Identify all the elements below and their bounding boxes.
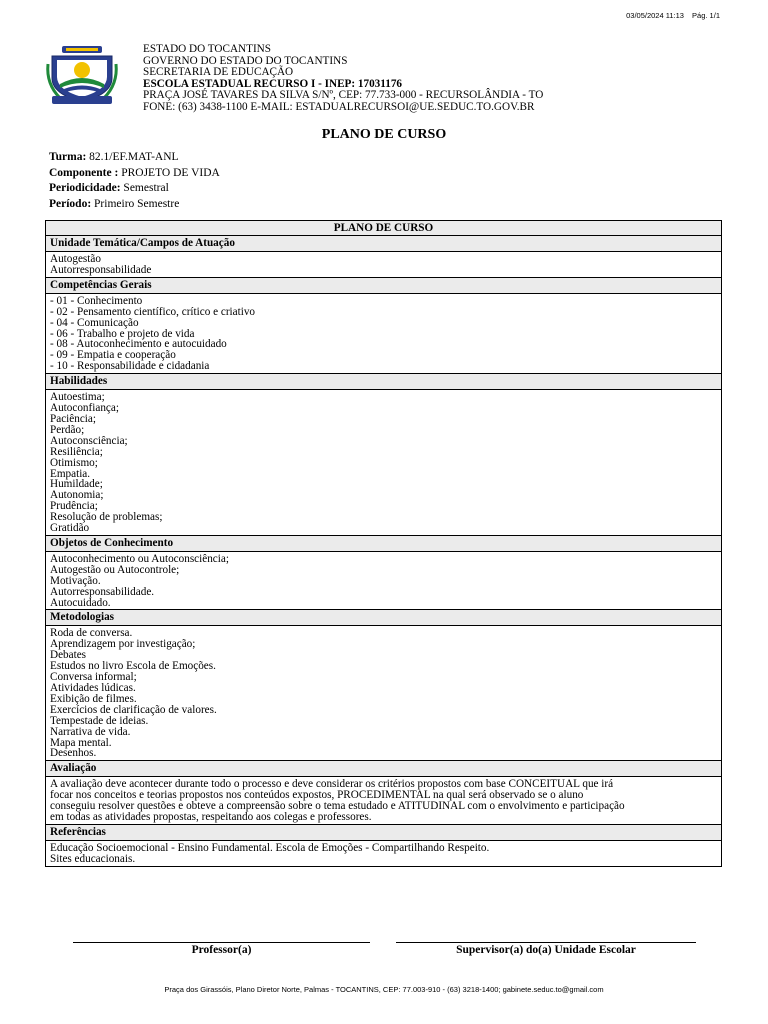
section-line: Sites educacionais. <box>50 853 136 866</box>
section-line: - 10 - Responsabilidade e cidadania <box>50 360 210 373</box>
print-info <box>626 11 720 20</box>
section-line: Debates <box>50 649 87 662</box>
header-address: PRAÇA JOSÉ TAVARES DA SILVA S/Nº, CEP: 77.733-000 - RECURSOLÂNDIA - TO <box>143 89 544 102</box>
meta-value: PROJETO DE VIDA <box>121 166 220 179</box>
section-body <box>46 626 721 761</box>
section-line: Narrativa de vida. <box>50 725 131 738</box>
section-line: conseguiu resolver questões e obteve a compreensão sobre o tema estudado e ATITUDINAL com o envolvimento e participação <box>50 800 625 813</box>
section-line: Perdão; <box>50 423 85 436</box>
section-line: em todas as atividades propostas, respeitando aos colegas e professores. <box>50 811 372 824</box>
section-body <box>46 841 721 866</box>
section-heading: Metodologias <box>46 610 721 626</box>
section-line: Otimismo; <box>50 456 98 469</box>
section-line: A avaliação deve acontecer durante todo o processo e deve considerar os critérios propostos com base CONCEITUAL que irá <box>50 778 614 791</box>
page-footer: Praça dos Girassóis, Plano Diretor Norte, Palmas - TOCANTINS, CEP: 77.003-910 - (63) 3218-1400; gabinete.seduc.to@gmail.com <box>164 985 604 994</box>
section-line: - 02 - Pensamento científico, crítico e criativo <box>50 305 256 318</box>
meta-turma <box>49 150 220 166</box>
section-line: Autoestima; <box>50 391 105 404</box>
supervisor-signature-label: Supervisor(a) do(a) Unidade Escolar <box>456 944 636 956</box>
section-line: Autoconhecimento ou Autoconsciência; <box>50 552 229 565</box>
meta-value: 82.1/EF.MAT-ANL <box>89 151 179 163</box>
section-body <box>46 552 721 611</box>
plan-table-title: PLANO DE CURSO <box>46 221 721 236</box>
course-meta <box>49 150 220 212</box>
section-heading: Unidade Temática/Campos de Atuação <box>46 236 721 252</box>
header-contact: FONE: (63) 3438-1100 E-MAIL: ESTADUALRECURSOI@UE.SEDUC.TO.GOV.BR <box>143 100 535 113</box>
section-line: Tempestade de ideias. <box>50 714 149 727</box>
section-heading: Referências <box>46 825 721 841</box>
meta-value: Semestral <box>123 182 169 194</box>
section-line: Mapa mental. <box>50 736 112 749</box>
header-secretariat: SECRETARIA DE EDUCAÇÃO <box>143 66 294 79</box>
section-body <box>46 294 721 374</box>
section-heading: Habilidades <box>46 374 721 390</box>
page-number: Pág. 1/1 <box>692 11 720 20</box>
section-body <box>46 252 721 278</box>
section-line: Autogestão <box>50 253 101 265</box>
section-line: Resiliência; <box>50 445 103 458</box>
section-line: focar nos conceitos e teorias propostos nos conteúdos expostos, PROCEDIMENTAL na qual será observado se o aluno <box>50 789 584 802</box>
section-line: Humildade; <box>50 478 103 491</box>
section-line: - 04 - Comunicação <box>50 316 139 329</box>
section-body <box>46 777 721 825</box>
meta-periodicidade <box>49 181 220 197</box>
meta-label: Periodicidade: <box>49 182 121 194</box>
supervisor-signature-line <box>396 942 696 943</box>
section-line: Aprendizagem por investigação; <box>50 638 196 651</box>
section-body <box>46 390 721 536</box>
section-line: Desenhos. <box>50 747 97 760</box>
section-line: Empatia. <box>50 467 91 480</box>
section-heading: Competências Gerais <box>46 278 721 294</box>
meta-value: Primeiro Semestre <box>94 197 180 210</box>
header-school: ESCOLA ESTADUAL RECURSO I - INEP: 17031176 <box>143 77 403 90</box>
section-line: Autorresponsabilidade <box>50 263 152 276</box>
professor-signature-line <box>73 942 370 943</box>
section-line: Roda de conversa. <box>50 627 133 640</box>
section-line: Resolução de problemas; <box>50 511 163 524</box>
section-line: Estudos no livro Escola de Emoções. <box>50 660 216 673</box>
section-line: Conversa informal; <box>50 671 137 684</box>
section-line: Atividades lúdicas. <box>50 682 136 694</box>
print-datetime: 03/05/2024 11:13 <box>626 11 684 20</box>
meta-label: Turma: <box>49 151 87 163</box>
meta-periodo <box>49 197 220 213</box>
section-line: Autocuidado. <box>50 596 111 609</box>
section-line: Educação Socioemocional - Ensino Fundamental. Escola de Emoções - Compartilhando Respeito. <box>50 842 490 855</box>
section-line: Prudência; <box>50 500 98 513</box>
section-line: Paciência; <box>50 412 96 425</box>
section-line: Autoconfiança; <box>50 402 119 415</box>
header-state: ESTADO DO TOCANTINS <box>143 43 271 55</box>
section-line: Autogestão ou Autocontrole; <box>50 563 180 576</box>
header-government: GOVERNO DO ESTADO DO TOCANTINS <box>143 54 348 67</box>
professor-signature-label: Professor(a) <box>191 944 252 956</box>
section-line: - 01 - Conhecimento <box>50 294 143 307</box>
section-heading: Avaliação <box>46 761 721 777</box>
section-line: Motivação. <box>50 574 101 587</box>
section-line: - 06 - Trabalho e projeto de vida <box>50 327 195 340</box>
section-line: - 08 - Autoconhecimento e autocuidado <box>50 338 227 351</box>
institution-header <box>143 44 543 114</box>
section-line: Gratidão <box>50 522 90 535</box>
section-line: - 09 - Empatia e cooperação <box>50 349 176 362</box>
section-line: Exibição de filmes. <box>50 692 137 705</box>
meta-label: Componente : <box>49 166 119 179</box>
document-title: PLANO DE CURSO <box>321 127 447 142</box>
plan-table <box>45 220 722 867</box>
meta-label: Período: <box>49 197 92 210</box>
section-line: Autonomia; <box>50 489 104 502</box>
state-crest-logo <box>44 44 120 106</box>
section-line: Exercícios de clarificação de valores. <box>50 703 217 716</box>
section-heading: Objetos de Conhecimento <box>46 536 721 552</box>
section-line: Autorresponsabilidade. <box>50 585 155 598</box>
section-line: Autoconsciência; <box>50 434 128 447</box>
meta-componente <box>49 166 220 182</box>
